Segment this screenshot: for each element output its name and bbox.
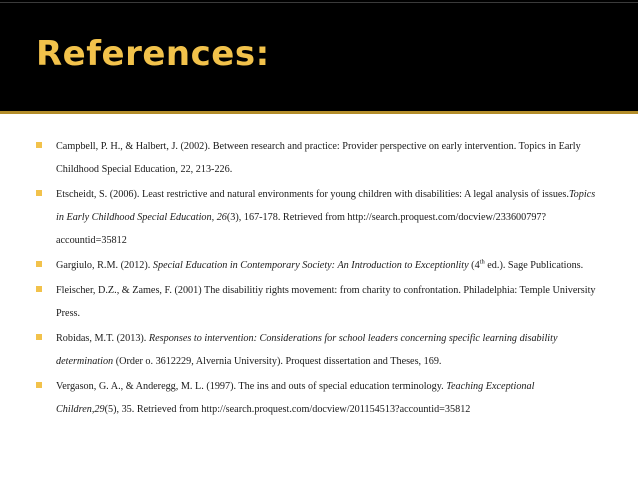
reference-item [36,183,596,252]
reference-text: (5), 35. Retrieved from http://search.proquest.com/docview/201154513?accountid=35812 [104,404,471,415]
header-divider [0,111,638,114]
reference-text: Vergason, G. A., & Anderegg, M. L. (1997). The ins and outs of special education terminology. [56,381,447,392]
title-bar [0,0,638,111]
reference-text: Fleischer, D.Z., & Zames, F. (2001) The disabilitiy rights movement: from charity to confrontation. Philadelphia: Temple University Press. [56,285,596,319]
reference-text: Etscheidt, S. (2006). Least restrictive and natural environments for young children with disabilities: A legal analysis of issues. [56,189,569,200]
reference-text: (Order o. 3612229, Alvernia University). Proquest dissertation and Theses, 169. [113,356,442,367]
reference-text: th [479,258,485,266]
reference-item [36,279,596,325]
reference-italic-text: Responses to intervention: Considerations for school leaders concerning specific learning disability determination [56,333,558,367]
square-bullet-icon [36,382,42,388]
square-bullet-icon [36,261,42,267]
reference-text: ed.). Sage Publications. [484,260,584,271]
reference-text: Campbell, P. H., & Halbert, J. (2002). Between research and practice: Provider perspective on early intervention. Topics in Early Childhood Special Education, 22, 213-226. [56,141,581,175]
square-bullet-icon [36,142,42,148]
reference-list [36,135,596,423]
reference-item [36,327,596,373]
reference-text: Gargiulo, R.M. (2012). [56,260,153,271]
square-bullet-icon [36,334,42,340]
header-top-rule [0,2,638,3]
reference-text: Robidas, M.T. (2013). [56,333,149,344]
reference-italic-text: Topics in Early Childhood Special Education, 26 [56,189,596,223]
reference-item [36,254,596,277]
reference-text: (3), 167-178. Retrieved from http://search.proquest.com/docview/233600797?accountid=35812 [56,212,547,246]
reference-italic-text: Teaching Exceptional Children,29 [56,381,535,415]
square-bullet-icon [36,190,42,196]
reference-item [36,375,596,421]
reference-italic-text: Special Education in Contemporary Society: An Introduction to Exceptionlity [152,260,469,271]
slide-title: References: [36,34,270,74]
reference-item [36,135,596,181]
square-bullet-icon [36,286,42,292]
reference-text: (4 [468,260,480,271]
